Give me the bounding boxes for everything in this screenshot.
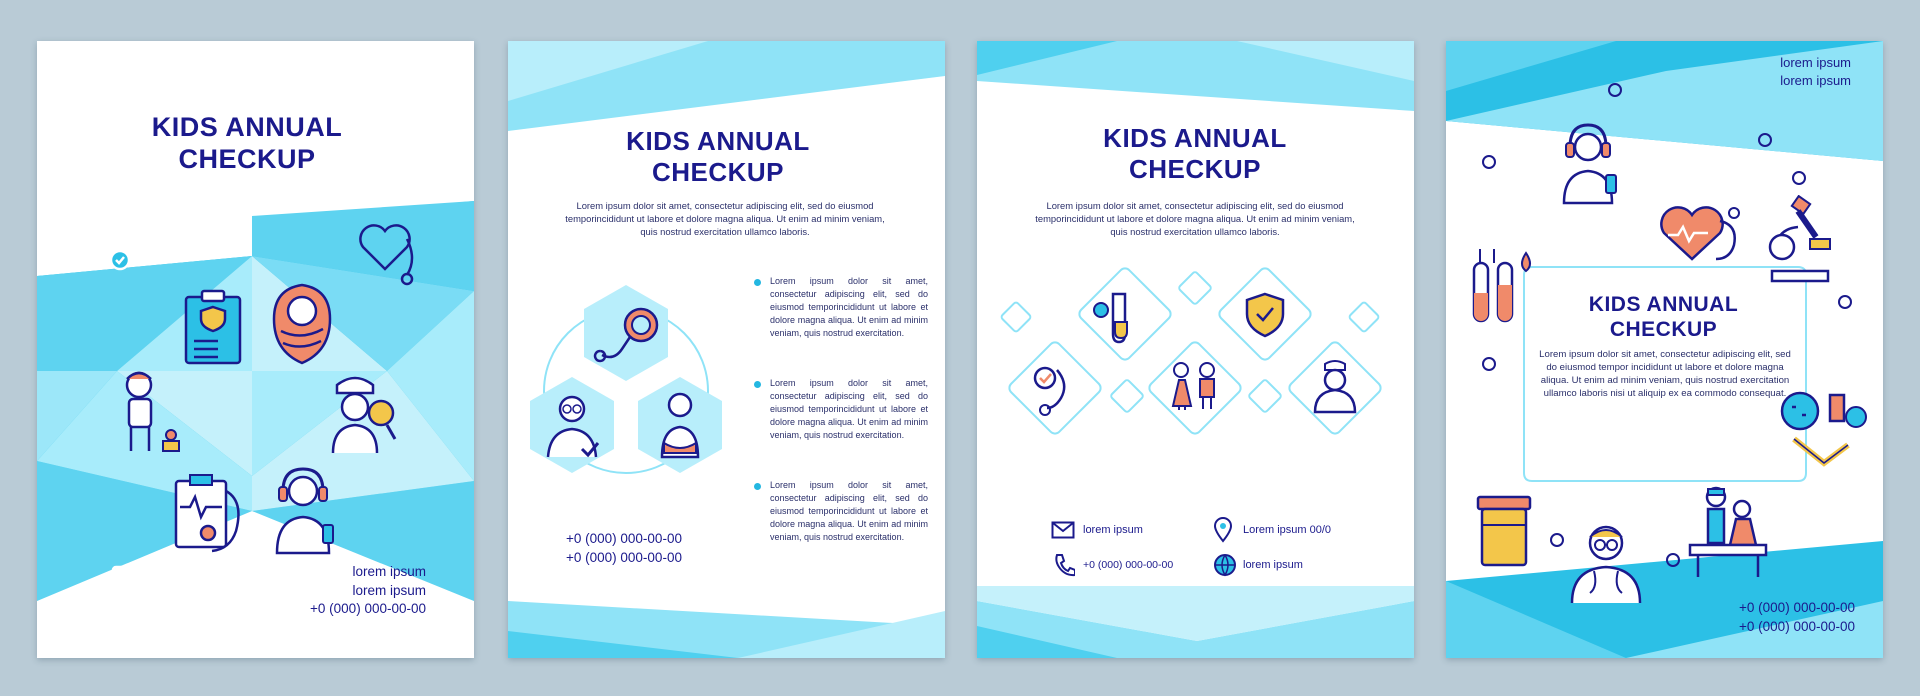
title-line: KIDS ANNUAL <box>1103 123 1287 153</box>
bullet-text: Lorem ipsum dolor sit amet, consectetur adipiscing elit, sed do eiusmod temporincididunt ut labore et dolore magna aliqua. Ut enim ad minim veniam, quis nostrud exercitation. <box>770 276 928 339</box>
phone-line: +0 (000) 000-00-00 <box>566 549 682 565</box>
contact-web: lorem ipsum <box>1243 559 1303 571</box>
contact-phone: +0 (000) 000-00-00 <box>1083 559 1174 571</box>
child-playing-icon <box>109 365 189 465</box>
page-title <box>97 111 397 176</box>
physiotherapy-icon <box>1686 483 1770 579</box>
intro-paragraph: Lorem ipsum dolor sit amet, consectetur adipiscing elit, sed do eiusmod temporincididunt ut labore et dolore magna aliqua. Ut enim ad minim veniam, quis nostrud exercitation ullamco laboris. <box>565 200 885 237</box>
contact-line: lorem ipsum <box>352 564 426 579</box>
brochure-page-three <box>977 41 1414 658</box>
bullet-dot <box>754 483 761 490</box>
page-title <box>568 126 868 188</box>
phone-icon <box>1053 553 1075 577</box>
decor-circle <box>1838 295 1852 309</box>
clipboard-ecg-icon <box>172 471 250 561</box>
swaddled-baby-icon <box>267 281 337 367</box>
phone-numbers <box>1739 599 1855 636</box>
title-line: CHECKUP <box>178 144 316 175</box>
page-title <box>1536 292 1791 342</box>
heart-stethoscope-icon <box>355 209 430 289</box>
diamond-icon-grid <box>997 266 1397 506</box>
microscope-icon <box>1764 195 1840 285</box>
phone-numbers <box>566 530 682 567</box>
microscope-icon <box>67 561 157 641</box>
decor-circle <box>1482 357 1496 371</box>
title-line: CHECKUP <box>1609 318 1718 342</box>
phone-line: +0 (000) 000-00-00 <box>1739 618 1855 634</box>
contact-line: lorem ipsum <box>352 582 426 598</box>
bullet-dot <box>754 279 761 286</box>
bullet-text: Lorem ipsum dolor sit amet, consectetur adipiscing elit, sed do eiusmod temporincididunt ut labore et dolore magna aliqua. Ut enim ad minim veniam, quis nostrud exercitation. <box>770 378 928 441</box>
decor-circle <box>1792 171 1806 185</box>
hexagon-icon-cluster <box>526 281 726 501</box>
doctor-magnifier-icon <box>323 369 403 457</box>
info-paragraph: Lorem ipsum dolor sit amet, consectetur adipiscing elit, sed do eiusmod tempor incididunt ut labore et dolore magna aliqua. Ut enim ad minim veniam, quis nostrud exercitation ullamco laboris nisi ut aliquip ex ea commodo consequat. <box>1539 349 1791 400</box>
clipboard-shield-icon <box>182 287 244 367</box>
intro-paragraph: Lorem ipsum dolor sit amet, consectetur adipiscing elit, sed do eiusmod temporincididunt ut labore et dolore magna aliqua. Ut enim ad minim veniam, quis nostrud exercitation ullamco laboris. <box>1035 200 1355 237</box>
title-line: KIDS ANNUAL <box>626 126 810 156</box>
bullet-dot <box>754 381 761 388</box>
contact-line: lorem ipsum <box>1780 72 1851 88</box>
phone-line: +0 (000) 000-00-00 <box>566 531 682 546</box>
brochure-page-back <box>1446 41 1883 658</box>
heart-stethoscope-icon <box>1652 201 1742 263</box>
decor-circle <box>1482 155 1496 169</box>
cover-contacts <box>310 563 426 619</box>
blood-test-tubes-icon <box>1468 209 1538 349</box>
title-line: CHECKUP <box>651 157 785 188</box>
virus-warning-icon <box>1774 387 1874 477</box>
decor-circle <box>1666 553 1680 567</box>
brochure-page-two <box>508 41 945 658</box>
sample-cup-icon <box>1474 493 1534 569</box>
phone-line: +0 (000) 000-00-00 <box>1739 600 1855 615</box>
title-line: KIDS ANNUAL <box>1588 293 1739 316</box>
contact-email: lorem ipsum <box>1083 524 1143 536</box>
title-line: CHECKUP <box>1128 154 1262 185</box>
top-contacts <box>1780 54 1851 90</box>
decor-circle <box>1758 133 1772 147</box>
baby-face-icon <box>65 205 135 275</box>
decor-circle <box>1608 83 1622 97</box>
contact-location: Lorem ipsum 00/0 <box>1243 524 1332 536</box>
decor-circle <box>1550 533 1564 547</box>
contact-line: lorem ipsum <box>1780 55 1851 70</box>
bullet-text: Lorem ipsum dolor sit amet, consectetur adipiscing elit, sed do eiusmod temporincididunt ut labore et dolore magna aliqua. Ut enim ad minim veniam, quis nostrud exercitation. <box>770 480 928 543</box>
doctor-icon <box>1568 515 1644 605</box>
hearing-test-icon <box>1558 119 1622 205</box>
email-icon <box>1051 521 1075 539</box>
hearing-test-icon <box>265 465 345 557</box>
location-pin-icon <box>1213 517 1233 543</box>
brochure-page-cover <box>37 41 474 658</box>
globe-icon <box>1213 553 1237 577</box>
title-line: KIDS ANNUAL <box>151 112 343 142</box>
page-title <box>1037 123 1353 185</box>
contact-line: +0 (000) 000-00-00 <box>310 601 426 617</box>
